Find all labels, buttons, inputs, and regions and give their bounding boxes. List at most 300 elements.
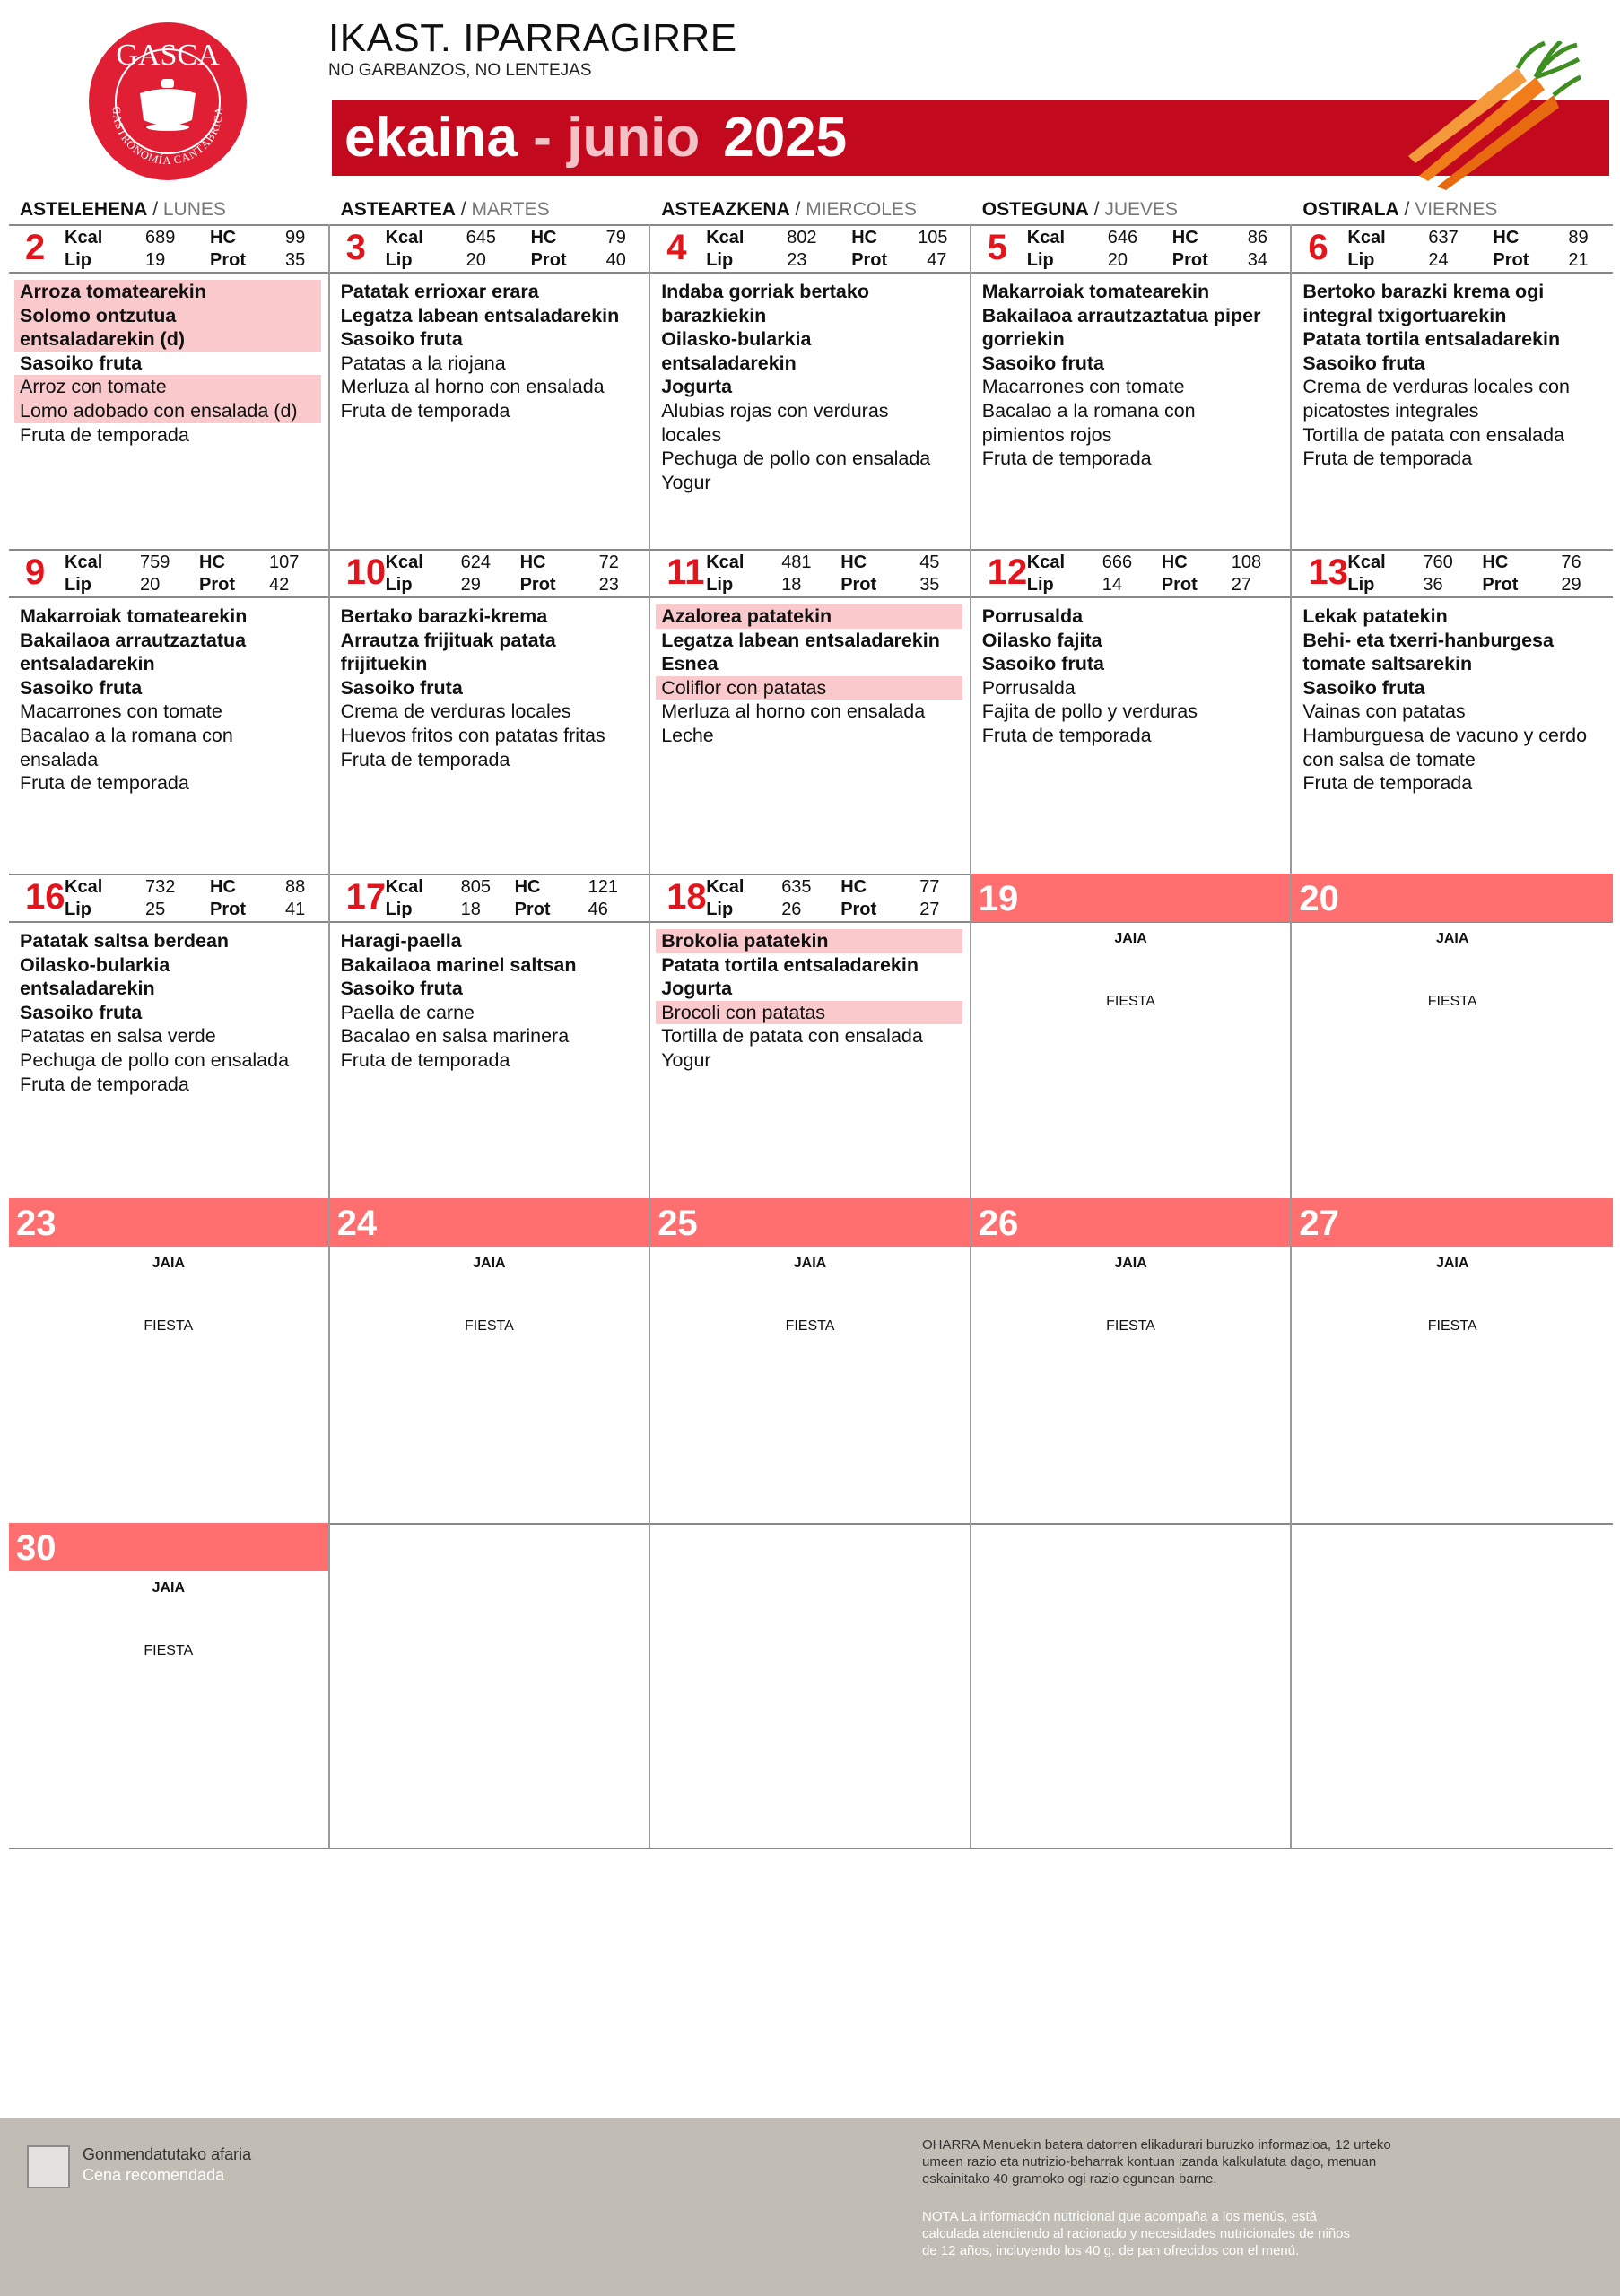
lip-label: Lip <box>65 575 91 595</box>
weekday-eu: ASTEAZKENA <box>661 199 790 220</box>
menu-item: Fruta de temporada <box>340 748 510 770</box>
menu-item: Paella de carne <box>340 1001 475 1023</box>
calendar <box>9 199 1613 224</box>
prot-value: 21 <box>1568 250 1589 270</box>
prot-value: 41 <box>285 900 306 919</box>
day-number: 30 <box>16 1528 57 1568</box>
menu-item: Fruta de temporada <box>340 1048 510 1071</box>
menu-item: Leche <box>661 724 714 746</box>
menu-list <box>335 929 642 1073</box>
hc-label: HC <box>514 877 541 897</box>
menu-item: gorriekin <box>981 328 1065 351</box>
lip-value: 18 <box>781 575 802 595</box>
nutrition-row <box>650 224 970 273</box>
menu-item: Macarrones con tomate <box>20 700 222 723</box>
carrots-illustration <box>1401 41 1581 194</box>
menu-item: Fruta de temporada <box>981 724 1152 746</box>
holiday-label <box>650 1256 970 1335</box>
lip-value: 18 <box>460 900 481 919</box>
menu-item: entsaladarekin <box>20 978 155 1000</box>
menu-item: Esnea <box>661 653 719 675</box>
menu-item: Bacalao en salsa marinera <box>340 1025 570 1048</box>
day-cell <box>9 874 330 1198</box>
holiday-cell <box>9 1198 330 1523</box>
menu-item: Bertoko barazki krema ogi <box>1302 281 1545 302</box>
prot-value: 29 <box>1561 575 1581 595</box>
lip-label: Lip <box>706 250 734 270</box>
kcal-label: Kcal <box>706 877 745 897</box>
menu-item: Tortilla de patata con ensalada <box>661 1025 923 1048</box>
menu-item: Arroza tomatearekin <box>14 280 321 304</box>
hc-label: HC <box>1171 228 1198 248</box>
kcal-value: 624 <box>460 552 491 572</box>
jaia-label: JAIA <box>152 1580 186 1596</box>
gasca-logo <box>86 20 249 183</box>
menu-item: Fajita de pollo y verduras <box>981 700 1198 723</box>
nutrition-row <box>650 874 970 922</box>
nutrition-row <box>330 549 649 597</box>
kcal-value: 481 <box>781 552 812 572</box>
menu-item: entsaladarekin <box>661 352 797 374</box>
legend-swatch <box>27 2145 70 2188</box>
menu-item: barazkiekin <box>661 304 767 326</box>
prot-value: 35 <box>285 250 306 270</box>
lip-label: Lip <box>65 250 91 270</box>
day-number: 18 <box>666 877 707 917</box>
legend-label-es: Cena recomendada <box>83 2166 225 2184</box>
menu-item: frijituekin <box>340 653 428 675</box>
menu-item: Yogur <box>661 471 711 493</box>
kcal-value: 759 <box>140 552 170 572</box>
menu-item: Oilasko-bularkia <box>20 953 170 976</box>
kcal-label: Kcal <box>1347 228 1386 248</box>
menu-item: Crema de verduras locales <box>340 700 571 723</box>
prot-label: Prot <box>519 575 556 595</box>
prot-value: 47 <box>927 250 947 270</box>
kcal-label: Kcal <box>706 552 745 572</box>
holiday-label <box>9 1256 328 1335</box>
hc-label: HC <box>1493 228 1520 248</box>
kcal-value: 637 <box>1428 228 1459 248</box>
day-cell <box>650 874 971 1198</box>
weekday-es: LUNES <box>162 199 226 220</box>
nutrition-row <box>650 549 970 597</box>
holiday-header <box>9 1198 328 1247</box>
lip-label: Lip <box>706 575 734 595</box>
menu-item: Patatas a la riojana <box>340 352 506 374</box>
footer <box>0 2118 1620 2296</box>
prot-value: 46 <box>588 900 608 919</box>
menu-item: Sasoiko fruta <box>340 676 463 699</box>
holiday-cell <box>9 1523 330 1848</box>
kcal-value: 732 <box>145 877 176 897</box>
lip-label: Lip <box>385 250 413 270</box>
nutrition-row <box>971 549 1291 597</box>
weekday-friday: OSTIRALA / VIERNES <box>1302 199 1498 220</box>
kcal-label: Kcal <box>385 228 423 248</box>
jaia-label: JAIA <box>1435 931 1469 946</box>
week-5 <box>9 1523 1613 1848</box>
menu-list <box>14 604 321 796</box>
day-number: 11 <box>666 552 705 592</box>
day-number: 24 <box>336 1204 378 1243</box>
nutrition-row <box>9 874 328 922</box>
day-number: 4 <box>666 228 687 267</box>
menu-item: Sasoiko fruta <box>20 676 143 699</box>
kcal-value: 805 <box>460 877 491 897</box>
menu-subtitle: NO GARBANZOS, NO LENTEJAS <box>328 61 592 80</box>
day-number: 19 <box>978 879 1019 918</box>
menu-list <box>656 280 962 494</box>
holiday-label <box>1292 1256 1613 1335</box>
empty-cell <box>650 1523 971 1848</box>
menu-item: Jogurta <box>661 376 733 398</box>
nutrition-row <box>9 549 328 597</box>
menu-list <box>977 604 1284 748</box>
menu-item: Fruta de temporada <box>20 1073 189 1095</box>
day-number: 9 <box>25 552 46 592</box>
weekday-eu: OSTIRALA <box>1302 199 1399 220</box>
lip-value: 36 <box>1423 575 1443 595</box>
menu-list <box>14 280 321 447</box>
hc-label: HC <box>199 552 225 572</box>
kcal-label: Kcal <box>385 877 423 897</box>
day-cell <box>1292 549 1613 874</box>
menu-list <box>656 604 962 748</box>
menu-item: Sasoiko fruta <box>340 328 463 351</box>
menu-item: entsaladarekin <box>20 653 155 675</box>
day-cell <box>330 874 651 1198</box>
menu-item: locales <box>661 423 722 446</box>
day-cell <box>330 224 651 549</box>
kcal-value: 666 <box>1102 552 1133 572</box>
month-year: 2025 <box>723 107 848 169</box>
hc-label: HC <box>1482 552 1509 572</box>
holiday-header <box>9 1523 328 1571</box>
menu-item: Patata tortila entsaladarekin <box>1302 328 1561 351</box>
menu-item: Alubias rojas con verduras <box>661 399 889 422</box>
jaia-label: JAIA <box>1114 1256 1147 1271</box>
menu-item: Bacalao a la romana con <box>981 399 1196 422</box>
day-number: 5 <box>987 228 1008 267</box>
hc-label: HC <box>530 228 557 248</box>
holiday-label <box>971 1256 1291 1335</box>
holiday-cell <box>971 1198 1293 1523</box>
hc-value: 45 <box>919 552 940 572</box>
school-name: IKAST. IPARRAGIRRE <box>328 16 737 60</box>
prot-value: 42 <box>269 575 290 595</box>
menu-list <box>335 280 642 423</box>
menu-item: Sasoiko fruta <box>981 352 1104 374</box>
nutrition-note-eu: OHARRA Menuekin batera datorren elikadurari buruzko informazioa, 12 urteko umeen razio eta nutrizio-beharrak kontuan izanda kalkulatuta dago, menuan eskainitako 40 gramoko ogi razio egunean barne. <box>922 2137 1391 2187</box>
hc-value: 105 <box>918 228 948 248</box>
menu-item: Makarroiak tomatearekin <box>981 281 1210 302</box>
holiday-cell <box>330 1198 651 1523</box>
kcal-label: Kcal <box>65 877 103 897</box>
month-title <box>344 106 847 170</box>
lip-value: 20 <box>140 575 161 595</box>
menu-item: Bacalao a la romana con <box>20 724 233 746</box>
weekday-eu: ASTELEHENA <box>20 199 148 220</box>
menu-item: Sasoiko fruta <box>1302 352 1425 374</box>
kcal-label: Kcal <box>1026 552 1066 572</box>
holiday-header <box>971 1198 1291 1247</box>
hc-value: 107 <box>269 552 300 572</box>
nutrition-row <box>330 874 649 922</box>
hc-value: 88 <box>285 877 306 897</box>
lip-value: 20 <box>1107 250 1128 270</box>
menu-item: Porrusalda <box>981 676 1076 699</box>
month-es: junio <box>567 107 701 169</box>
prot-label: Prot <box>1161 575 1198 595</box>
lip-value: 14 <box>1102 575 1123 595</box>
holiday-cell <box>1292 1198 1613 1523</box>
nutrition-note-es: NOTA La información nutricional que acompaña a los menús, está calculada atendiendo al racionado y necesidades nutricionales de niños de 12 años, incluyendo los 40 g. de pan ofrecidos con el menú. <box>922 2209 1350 2258</box>
lip-value: 29 <box>460 575 481 595</box>
menu-item: entsaladarekin (d) <box>14 327 321 352</box>
menu-item: Huevos fritos con patatas fritas <box>340 724 605 746</box>
day-number: 16 <box>25 877 65 917</box>
day-number: 3 <box>345 228 366 267</box>
menu-item: Hamburguesa de vacuno y cerdo <box>1302 724 1588 746</box>
day-number: 12 <box>987 552 1028 592</box>
menu-item: Fruta de temporada <box>340 399 510 422</box>
legend-label-eu: Gonmendatutako afaria <box>83 2145 252 2163</box>
prot-value: 23 <box>598 575 619 595</box>
lip-label: Lip <box>706 900 734 919</box>
day-number: 25 <box>658 1204 698 1243</box>
jaia-label: JAIA <box>152 1256 186 1271</box>
menu-item: integral txigortuarekin <box>1302 304 1507 326</box>
menu-list <box>14 929 321 1096</box>
menu-item: Coliflor con patatas <box>656 676 962 700</box>
hc-value: 121 <box>588 877 618 897</box>
hc-value: 108 <box>1231 552 1262 572</box>
day-number: 17 <box>345 877 387 917</box>
weekday-wednesday: ASTEAZKENA / MIERCOLES <box>661 199 917 220</box>
menu-item: tomate saltsarekin <box>1302 653 1473 675</box>
menu-item: Sasoiko fruta <box>981 653 1104 675</box>
lip-value: 25 <box>145 900 166 919</box>
holiday-label <box>971 931 1291 1010</box>
holiday-header <box>330 1198 649 1247</box>
menu-item: Legatza labean entsaladarekin <box>340 304 620 326</box>
week-2 <box>9 549 1613 874</box>
prot-label: Prot <box>530 250 567 270</box>
weekday-tuesday: ASTEARTEA / MARTES <box>340 199 550 220</box>
holiday-cell <box>1292 874 1613 1198</box>
day-number: 26 <box>978 1204 1019 1243</box>
svg-text:GASTRONOMÍA CANTÁBRICA: GASTRONOMÍA CANTÁBRICA <box>109 106 226 168</box>
lip-label: Lip <box>1026 575 1054 595</box>
kcal-label: Kcal <box>65 228 103 248</box>
prot-value: 34 <box>1247 250 1268 270</box>
menu-item: Patata tortila entsaladarekin <box>661 953 919 976</box>
menu-item: Tortilla de patata con ensalada <box>1302 423 1565 446</box>
day-cell <box>330 549 651 874</box>
lip-label: Lip <box>1347 250 1375 270</box>
menu-item: Patatak saltsa berdean <box>20 930 230 952</box>
holiday-header <box>971 874 1291 922</box>
day-cell <box>1292 224 1613 549</box>
day-number: 27 <box>1299 1204 1339 1243</box>
menu-list <box>656 929 962 1073</box>
holiday-header <box>650 1198 970 1247</box>
day-number: 13 <box>1308 552 1348 592</box>
jaia-label: JAIA <box>1435 1256 1469 1271</box>
prot-label: Prot <box>840 575 877 595</box>
menu-item: Bakailaoa arrautzaztatua piper <box>981 304 1261 326</box>
jaia-label: JAIA <box>473 1256 506 1271</box>
menu-item: Patatak errioxar erara <box>340 281 539 302</box>
menu-item: Oilasko-bularkia <box>661 328 812 351</box>
kcal-value: 635 <box>781 877 812 897</box>
menu-item: pimientos rojos <box>981 423 1112 446</box>
nutrition-row <box>9 224 328 273</box>
empty-cell <box>330 1523 651 1848</box>
kcal-label: Kcal <box>385 552 423 572</box>
jaia-label: JAIA <box>1114 931 1147 946</box>
month-separator: - <box>518 107 568 169</box>
day-number: 6 <box>1308 228 1328 267</box>
prot-label: Prot <box>1482 575 1519 595</box>
hc-value: 89 <box>1568 228 1589 248</box>
weekday-thursday: OSTEGUNA / JUEVES <box>981 199 1179 220</box>
menu-item: Merluza al horno con ensalada <box>340 376 605 398</box>
hc-value: 99 <box>285 228 306 248</box>
prot-label: Prot <box>1493 250 1529 270</box>
holiday-header <box>1292 874 1613 922</box>
kcal-label: Kcal <box>65 552 103 572</box>
holiday-cell <box>650 1198 971 1523</box>
menu-item: Haragi-paella <box>340 930 462 952</box>
menu-item: Fruta de temporada <box>20 772 189 795</box>
menu-item: Sasoiko fruta <box>20 352 143 374</box>
day-cell <box>9 549 330 874</box>
day-number: 2 <box>25 228 46 267</box>
hc-value: 77 <box>919 877 940 897</box>
empty-cell <box>971 1523 1293 1848</box>
menu-item: Patatas en salsa verde <box>20 1025 216 1048</box>
week-1 <box>9 224 1613 549</box>
menu-item: con salsa de tomate <box>1302 748 1476 770</box>
hc-value: 72 <box>598 552 619 572</box>
fiesta-label: FIESTA <box>144 1643 194 1658</box>
kcal-value: 760 <box>1423 552 1453 572</box>
lip-value: 19 <box>145 250 166 270</box>
lip-label: Lip <box>65 900 91 919</box>
holiday-cell <box>971 874 1293 1198</box>
kcal-value: 645 <box>466 228 496 248</box>
weekday-eu: ASTEARTEA <box>340 199 456 220</box>
weekday-monday: ASTELEHENA / LUNES <box>20 199 226 220</box>
hc-label: HC <box>210 877 236 897</box>
fiesta-label: FIESTA <box>785 1318 835 1334</box>
menu-item: Jogurta <box>661 978 733 1000</box>
holiday-label <box>330 1256 649 1335</box>
menu-item: Sasoiko fruta <box>1302 676 1425 699</box>
holiday-label <box>1292 931 1613 1010</box>
menu-item: Merluza al horno con ensalada <box>661 700 926 723</box>
week-3 <box>9 874 1613 1198</box>
prot-label: Prot <box>199 575 235 595</box>
menu-item: Behi- eta txerri-hanburgesa <box>1302 629 1554 651</box>
weekday-es: MIERCOLES <box>806 199 917 220</box>
prot-label: Prot <box>1171 250 1208 270</box>
prot-value: 27 <box>1231 575 1252 595</box>
menu-list <box>335 604 642 771</box>
prot-value: 40 <box>605 250 626 270</box>
svg-text:GASCA: GASCA <box>116 39 220 72</box>
menu-item: Arrautza frijituak patata <box>340 629 556 651</box>
weekday-eu: OSTEGUNA <box>981 199 1089 220</box>
menu-item: Azalorea patatekin <box>656 604 962 629</box>
menu-item: Pechuga de pollo con ensalada <box>20 1048 290 1071</box>
day-cell <box>9 224 330 549</box>
lip-label: Lip <box>1347 575 1375 595</box>
jaia-label: JAIA <box>793 1256 827 1271</box>
lip-value: 24 <box>1428 250 1449 270</box>
nutrition-row <box>971 224 1291 273</box>
menu-item: Lomo adobado con ensalada (d) <box>14 399 321 423</box>
day-number: 20 <box>1299 879 1339 918</box>
hc-label: HC <box>1161 552 1188 572</box>
prot-label: Prot <box>210 250 246 270</box>
prot-label: Prot <box>514 900 551 919</box>
menu-item: Vainas con patatas <box>1302 700 1466 723</box>
kcal-value: 646 <box>1107 228 1138 248</box>
hc-value: 86 <box>1247 228 1268 248</box>
day-cell <box>971 549 1293 874</box>
menu-item: Pechuga de pollo con ensalada <box>661 448 931 470</box>
lip-value: 23 <box>787 250 807 270</box>
menu-item: Crema de verduras locales con <box>1302 376 1570 398</box>
hc-label: HC <box>851 228 878 248</box>
menu-item: Oilasko fajita <box>981 629 1102 651</box>
holiday-label <box>9 1580 328 1659</box>
day-number: 10 <box>345 552 387 592</box>
day-cell <box>650 549 971 874</box>
nutrition-row <box>330 224 649 273</box>
hc-label: HC <box>840 552 867 572</box>
lip-label: Lip <box>1026 250 1054 270</box>
holiday-header <box>1292 1198 1613 1247</box>
fiesta-label: FIESTA <box>144 1318 194 1334</box>
menu-item: Solomo ontzutua <box>14 304 321 328</box>
kcal-value: 689 <box>145 228 176 248</box>
menu-item: Macarrones con tomate <box>981 376 1185 398</box>
empty-cell <box>1292 1523 1613 1848</box>
hc-label: HC <box>840 877 867 897</box>
menu-item: Lekak patatekin <box>1302 605 1448 627</box>
weekday-es: VIERNES <box>1415 199 1498 220</box>
hc-label: HC <box>210 228 236 248</box>
menu-item: Makarroiak tomatearekin <box>20 605 248 627</box>
menu-item: Fruta de temporada <box>20 423 189 446</box>
day-number: 23 <box>16 1204 57 1243</box>
menu-item: Porrusalda <box>981 605 1084 627</box>
hc-label: HC <box>519 552 546 572</box>
kcal-label: Kcal <box>706 228 745 248</box>
menu-item: Fruta de temporada <box>1302 772 1473 795</box>
menu-item: ensalada <box>20 748 99 770</box>
prot-label: Prot <box>210 900 246 919</box>
kcal-label: Kcal <box>1026 228 1066 248</box>
weekday-es: JUEVES <box>1104 199 1179 220</box>
fiesta-label: FIESTA <box>1427 1318 1477 1334</box>
kcal-value: 802 <box>787 228 817 248</box>
menu-item: Brokolia patatekin <box>656 929 962 953</box>
